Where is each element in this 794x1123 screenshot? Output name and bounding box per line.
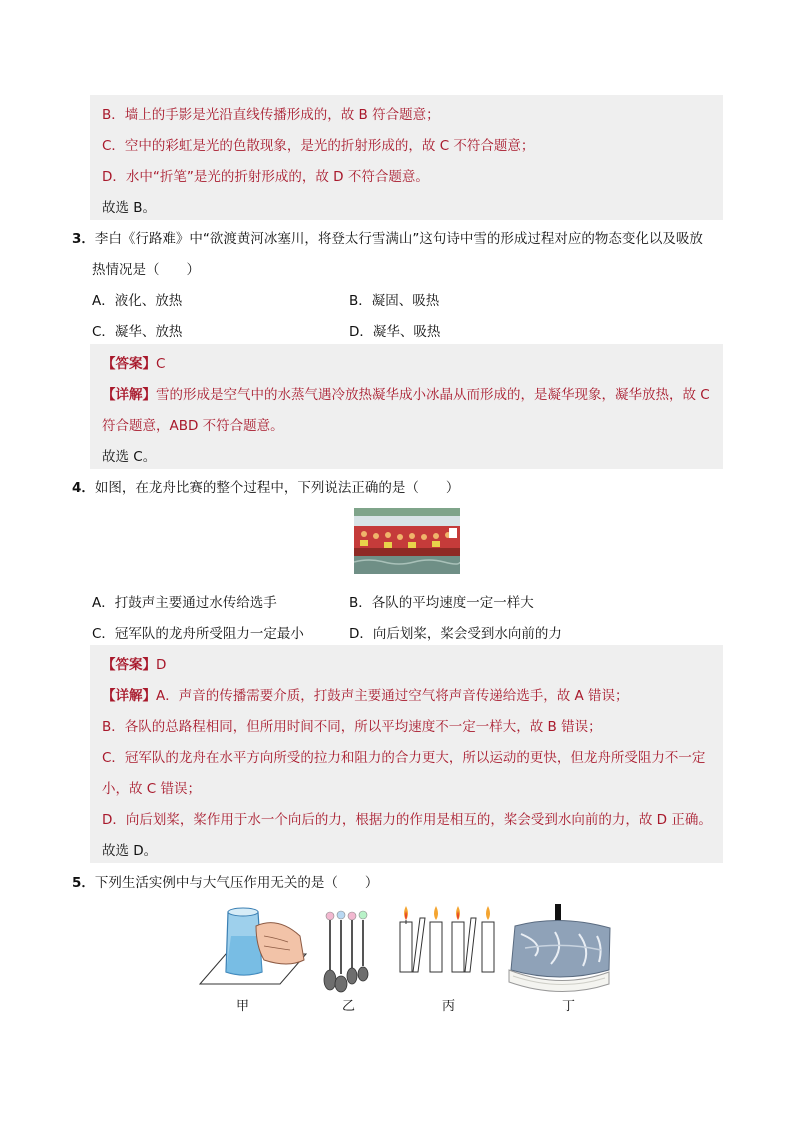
- q3-detail-text1: 雪的形成是空气中的水蒸气遇冷放热凝华成小冰晶从而形成的，是凝华现象，凝华放热，故 C: [156, 387, 710, 403]
- q4-detail-line4: 小，故 C 错误；: [102, 781, 202, 797]
- q4-number: 4．: [72, 480, 95, 496]
- q4-detail-line5: D．向后划桨，桨作用于水一个向后的力，根据力的作用是相互的，桨会受到水向前的力，故 D 正确。: [102, 812, 712, 828]
- q4-answer-box: [90, 645, 723, 863]
- q3-answer-value: C: [156, 356, 166, 372]
- q3-stem-line1: [72, 227, 703, 247]
- q2-conclusion: 故选 B。: [102, 200, 157, 216]
- q4-conclusion: 故选 D。: [102, 843, 158, 859]
- q3-number: 3．: [72, 231, 95, 247]
- q3-option-a: A．液化、放热: [92, 293, 183, 309]
- q4-answer-tag: 【答案】: [102, 657, 156, 673]
- q4-option-b: B．各队的平均速度一定一样大: [349, 595, 534, 611]
- q3-detail-tag: 【详解】: [102, 387, 156, 403]
- q4-detail-tag: 【详解】: [102, 688, 156, 704]
- figure-glass-card: [198, 906, 308, 990]
- q3-detail-line2: 符合题意，ABD 不符合题意。: [102, 418, 284, 434]
- dragon-boat-photo: [354, 508, 460, 574]
- q3-answer-box: [90, 344, 723, 469]
- q4-answer-line: [102, 653, 166, 673]
- q2-explanation-box: [90, 95, 723, 220]
- q5-stem-text: 下列生活实例中与大气压作用无关的是（ ）: [94, 875, 379, 891]
- caption-bing: 丙: [442, 999, 456, 1014]
- q3-stem-text: 李白《行路难》中“欲渡黄河冰塞川，将登太行雪满山”这句诗中雪的形成过程对应的物态变化以及吸放: [94, 231, 703, 247]
- figure-vacuum-bag: [505, 904, 615, 996]
- caption-yi: 乙: [342, 999, 356, 1014]
- caption-ding: 丁: [562, 999, 576, 1014]
- q4-stem: [72, 476, 459, 496]
- q2-explanation-line-b: B．墙上的手影是光沿直线传播形成的，故 B 符合题意；: [102, 107, 440, 123]
- q4-detail-line1: [102, 684, 629, 704]
- q5-number: 5．: [72, 875, 95, 891]
- q3-conclusion: 故选 C。: [102, 449, 157, 465]
- q2-explanation-line-d: D．水中“折笔”是光的折射形成的，故 D 不符合题意。: [102, 169, 429, 185]
- q3-option-c: C．凝华、放热: [92, 324, 183, 340]
- q4-option-a: A．打鼓声主要通过水传给选手: [92, 595, 277, 611]
- q2-explanation-line-c: C．空中的彩虹是光的色散现象，是光的折射形成的，故 C 不符合题意；: [102, 138, 535, 154]
- q4-option-c: C．冠军队的龙舟所受阻力一定最小: [92, 626, 304, 642]
- q4-detail-line3: C．冠军队的龙舟在水平方向所受的拉力和阻力的合力更大，所以运动的更快，但龙舟所受阻力不一定: [102, 750, 706, 766]
- figure-candles: [398, 906, 498, 974]
- q4-detail-text1: A．声音的传播需要介质，打鼓声主要通过空气将声音传递给选手，故 A 错误；: [156, 688, 629, 704]
- q3-stem-line2: 热情况是（ ）: [92, 262, 200, 278]
- q3-answer-line: [102, 352, 165, 372]
- figure-spoons-suction-hooks: [322, 908, 372, 994]
- caption-jia: 甲: [236, 999, 250, 1014]
- q4-answer-value: D: [156, 657, 167, 673]
- q4-stem-text: 如图，在龙舟比赛的整个过程中，下列说法正确的是（ ）: [94, 480, 460, 496]
- q3-option-d: D．凝华、吸热: [349, 324, 441, 340]
- q4-option-d: D．向后划桨，桨会受到水向前的力: [349, 626, 562, 642]
- q5-stem: [72, 871, 378, 891]
- q3-option-b: B．凝固、吸热: [349, 293, 440, 309]
- q3-answer-tag: 【答案】: [102, 356, 156, 372]
- q4-detail-line2: B．各队的总路程相同，但所用时间不同，所以平均速度不一定一样大，故 B 错误；: [102, 719, 602, 735]
- q3-detail-line1: [102, 383, 710, 403]
